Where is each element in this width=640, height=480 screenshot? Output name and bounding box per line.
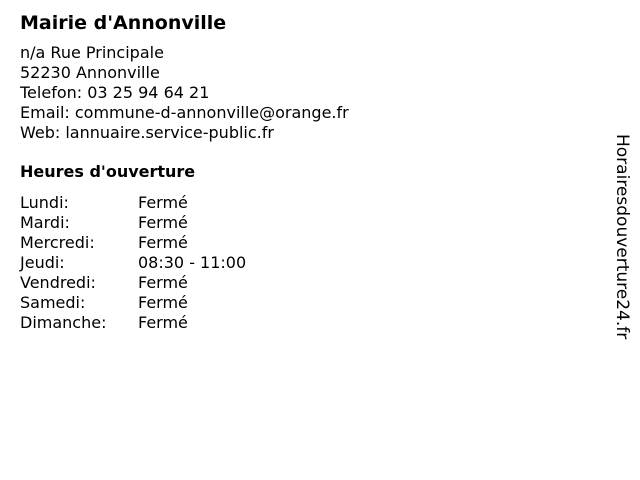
day-hours: Fermé [138, 233, 188, 252]
day-hours: 08:30 - 11:00 [138, 253, 247, 272]
opening-hours-heading: Heures d'ouverture [20, 162, 196, 181]
hours-row-samedi [20, 293, 580, 313]
email-line: Email: commune-d-annonville@orange.fr [20, 103, 349, 122]
hours-row-mercredi [20, 233, 580, 253]
web-line: Web: lannuaire.service-public.fr [20, 123, 274, 142]
site-watermark: Horairesdouverture24.fr [612, 134, 632, 340]
hours-row-mardi [20, 213, 580, 233]
day-label: Jeudi: [20, 253, 65, 272]
hours-row-vendredi [20, 273, 580, 293]
page-title: Mairie d'Annonville [20, 12, 227, 34]
day-hours: Fermé [138, 313, 188, 332]
business-card [20, 10, 580, 333]
phone-line: Telefon: 03 25 94 64 21 [20, 83, 210, 102]
address-block [20, 43, 580, 143]
hours-row-jeudi [20, 253, 580, 273]
day-label: Mercredi: [20, 233, 95, 252]
hours-row-lundi [20, 193, 580, 213]
city-line: 52230 Annonville [20, 63, 160, 82]
day-label: Mardi: [20, 213, 70, 232]
day-hours: Fermé [138, 273, 188, 292]
day-label: Dimanche: [20, 313, 107, 332]
day-label: Vendredi: [20, 273, 96, 292]
day-hours: Fermé [138, 293, 188, 312]
opening-hours-list [20, 193, 580, 333]
hours-row-dimanche [20, 313, 580, 333]
day-label: Samedi: [20, 293, 86, 312]
day-hours: Fermé [138, 193, 188, 212]
street-line: n/a Rue Principale [20, 43, 164, 62]
day-hours: Fermé [138, 213, 188, 232]
day-label: Lundi: [20, 193, 69, 212]
